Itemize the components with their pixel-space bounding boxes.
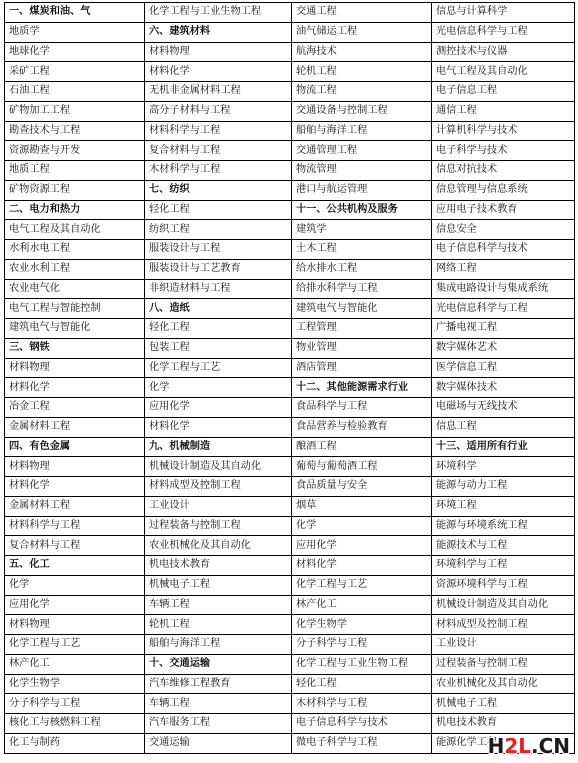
major-cell: 物流工程 bbox=[292, 82, 432, 102]
category-header-cell: 八、造纸 bbox=[145, 299, 292, 319]
major-cell: 材料物理 bbox=[5, 457, 145, 477]
major-cell: 车辆工程 bbox=[145, 694, 292, 714]
table-row bbox=[5, 180, 575, 200]
major-cell: 分子科学与工程 bbox=[292, 635, 432, 655]
major-cell: 过程装备与控制工程 bbox=[145, 516, 292, 536]
major-cell: 高分子材料与工程 bbox=[145, 101, 292, 121]
major-cell: 木材科学与工程 bbox=[292, 694, 432, 714]
major-cell: 电子科学与技术 bbox=[432, 141, 575, 161]
major-cell: 应用化学 bbox=[5, 595, 145, 615]
major-cell: 信息工程 bbox=[432, 417, 575, 437]
major-cell: 应用化学 bbox=[292, 536, 432, 556]
major-cell: 通信工程 bbox=[432, 101, 575, 121]
major-cell: 光电信息科学与工程 bbox=[432, 299, 575, 319]
table-row bbox=[5, 101, 575, 121]
major-cell: 地球化学 bbox=[5, 42, 145, 62]
category-header-cell: 七、纺织 bbox=[145, 180, 292, 200]
major-cell: 食品质量与安全 bbox=[292, 477, 432, 497]
major-cell: 广播电视工程 bbox=[432, 319, 575, 339]
major-cell: 化学 bbox=[292, 516, 432, 536]
major-cell: 勘查技术与工程 bbox=[5, 121, 145, 141]
major-cell: 材料化学 bbox=[5, 477, 145, 497]
table-row bbox=[5, 457, 575, 477]
major-cell: 电气工程及其自动化 bbox=[432, 62, 575, 82]
major-cell: 信息对抗技术 bbox=[432, 161, 575, 181]
major-cell: 给排水科学与工程 bbox=[292, 279, 432, 299]
major-cell: 应用化学 bbox=[145, 398, 292, 418]
table-row bbox=[5, 654, 575, 674]
major-cell: 化工与制药 bbox=[5, 733, 145, 753]
table-row bbox=[5, 437, 575, 457]
major-cell: 航海技术 bbox=[292, 42, 432, 62]
major-cell: 计算机科学与技术 bbox=[432, 121, 575, 141]
major-cell: 材料科学与工程 bbox=[5, 516, 145, 536]
major-cell: 木材科学与工程 bbox=[145, 161, 292, 181]
table-row bbox=[5, 240, 575, 260]
major-cell: 交通工程 bbox=[292, 3, 432, 23]
major-cell: 信息管理与信息系统 bbox=[432, 180, 575, 200]
major-cell: 电子信息科学与技术 bbox=[292, 714, 432, 734]
major-cell: 建筑学 bbox=[292, 220, 432, 240]
major-cell: 电子信息科学与技术 bbox=[432, 240, 575, 260]
table-row bbox=[5, 615, 575, 635]
major-cell: 电磁场与无线技术 bbox=[432, 398, 575, 418]
major-cell: 工业设计 bbox=[145, 496, 292, 516]
table-row bbox=[5, 556, 575, 576]
major-cell: 光电信息科学与工程 bbox=[432, 22, 575, 42]
major-cell: 酒店管理 bbox=[292, 358, 432, 378]
major-cell: 轮机工程 bbox=[145, 615, 292, 635]
major-cell: 材料科学与工程 bbox=[145, 121, 292, 141]
table-body bbox=[5, 3, 575, 754]
major-cell: 金属材料工程 bbox=[5, 496, 145, 516]
major-cell: 化学工程与工艺 bbox=[145, 358, 292, 378]
table-row bbox=[5, 358, 575, 378]
table-row bbox=[5, 516, 575, 536]
major-cell: 港口与航运管理 bbox=[292, 180, 432, 200]
table-row bbox=[5, 378, 575, 398]
category-header-cell: 一、煤炭和油、气 bbox=[5, 3, 145, 23]
major-cell: 化学生物学 bbox=[292, 615, 432, 635]
major-cell: 林产化工 bbox=[292, 595, 432, 615]
table-row bbox=[5, 220, 575, 240]
major-cell: 矿物资源工程 bbox=[5, 180, 145, 200]
major-cell: 食品科学与工程 bbox=[292, 398, 432, 418]
major-cell: 轻化工程 bbox=[145, 200, 292, 220]
major-cell: 能源与动力工程 bbox=[432, 477, 575, 497]
major-cell: 微电子科学与工程 bbox=[292, 733, 432, 753]
major-cell: 食品营养与检验教育 bbox=[292, 417, 432, 437]
category-header-cell: 六、建筑材料 bbox=[145, 22, 292, 42]
major-cell: 信息安全 bbox=[432, 220, 575, 240]
major-cell: 建筑电气与智能化 bbox=[292, 299, 432, 319]
major-cell: 物业管理 bbox=[292, 338, 432, 358]
category-header-cell: 十、交通运输 bbox=[145, 654, 292, 674]
major-cell: 冶金工程 bbox=[5, 398, 145, 418]
major-cell: 交通运输 bbox=[145, 733, 292, 753]
category-header-cell: 十三、适用所有行业 bbox=[432, 437, 575, 457]
table-row bbox=[5, 62, 575, 82]
watermark-text-cn: .CN bbox=[530, 734, 570, 758]
table-row bbox=[5, 200, 575, 220]
table-row bbox=[5, 121, 575, 141]
major-cell: 酿酒工程 bbox=[292, 437, 432, 457]
major-cell: 复合材料与工程 bbox=[145, 141, 292, 161]
major-cell: 轮机工程 bbox=[292, 62, 432, 82]
table-row bbox=[5, 635, 575, 655]
table-row bbox=[5, 259, 575, 279]
major-cell: 服装设计与工艺教育 bbox=[145, 259, 292, 279]
majors-by-industry-table bbox=[4, 2, 575, 754]
major-cell: 船舶与海洋工程 bbox=[145, 635, 292, 655]
category-header-cell: 二、电力和热力 bbox=[5, 200, 145, 220]
table-row bbox=[5, 319, 575, 339]
major-cell: 无机非金属材料工程 bbox=[145, 82, 292, 102]
major-cell: 分子科学与工程 bbox=[5, 694, 145, 714]
major-cell: 非织造材料与工程 bbox=[145, 279, 292, 299]
major-cell: 材料物理 bbox=[5, 615, 145, 635]
major-cell: 机械电子工程 bbox=[432, 694, 575, 714]
major-cell: 材料化学 bbox=[145, 62, 292, 82]
major-cell: 轻化工程 bbox=[292, 674, 432, 694]
major-cell: 林产化工 bbox=[5, 654, 145, 674]
table-row bbox=[5, 595, 575, 615]
major-cell: 葡萄与葡萄酒工程 bbox=[292, 457, 432, 477]
watermark-logo bbox=[488, 735, 570, 757]
major-cell: 地质学 bbox=[5, 22, 145, 42]
major-cell: 电子信息工程 bbox=[432, 82, 575, 102]
table-row bbox=[5, 82, 575, 102]
major-cell: 地质工程 bbox=[5, 161, 145, 181]
table-row bbox=[5, 42, 575, 62]
major-cell: 过程装备与控制工程 bbox=[432, 654, 575, 674]
major-cell: 测控技术与仪器 bbox=[432, 42, 575, 62]
major-cell: 农业机械化及其自动化 bbox=[145, 536, 292, 556]
category-header-cell: 五、化工 bbox=[5, 556, 145, 576]
major-cell: 机械设计制造及其自动化 bbox=[145, 457, 292, 477]
major-cell: 汽车维修工程教育 bbox=[145, 674, 292, 694]
major-cell: 金属材料工程 bbox=[5, 417, 145, 437]
major-cell: 建筑电气与智能化 bbox=[5, 319, 145, 339]
major-cell: 物流管理 bbox=[292, 161, 432, 181]
table-row bbox=[5, 417, 575, 437]
major-cell: 复合材料与工程 bbox=[5, 536, 145, 556]
table-row bbox=[5, 714, 575, 734]
major-cell: 化学生物学 bbox=[5, 674, 145, 694]
major-cell: 工程管理 bbox=[292, 319, 432, 339]
major-cell: 能源技术与工程 bbox=[432, 536, 575, 556]
major-cell: 农业电气化 bbox=[5, 279, 145, 299]
major-cell: 环境科学与工程 bbox=[432, 556, 575, 576]
major-cell: 化学工程与工艺 bbox=[292, 575, 432, 595]
table-row bbox=[5, 279, 575, 299]
major-cell: 纺织工程 bbox=[145, 220, 292, 240]
watermark-text-2l: 2L bbox=[504, 734, 531, 758]
table-row bbox=[5, 161, 575, 181]
major-cell: 烟草 bbox=[292, 496, 432, 516]
major-cell: 交通设备与控制工程 bbox=[292, 101, 432, 121]
category-header-cell: 四、有色金属 bbox=[5, 437, 145, 457]
category-header-cell: 九、机械制造 bbox=[145, 437, 292, 457]
table-row bbox=[5, 575, 575, 595]
major-cell: 化学工程与工业生物工程 bbox=[145, 3, 292, 23]
table-row bbox=[5, 674, 575, 694]
major-cell: 机械电子工程 bbox=[145, 575, 292, 595]
major-cell: 轻化工程 bbox=[145, 319, 292, 339]
major-cell: 资源环境科学与工程 bbox=[432, 575, 575, 595]
major-cell: 材料化学 bbox=[5, 378, 145, 398]
table-row bbox=[5, 338, 575, 358]
major-cell: 机电技术教育 bbox=[145, 556, 292, 576]
major-cell: 医学信息工程 bbox=[432, 358, 575, 378]
major-cell: 材料成型及控制工程 bbox=[145, 477, 292, 497]
category-header-cell: 十二、其他能源需求行业 bbox=[292, 378, 432, 398]
table-row bbox=[5, 477, 575, 497]
watermark-text-h: H bbox=[487, 734, 505, 758]
table-row bbox=[5, 694, 575, 714]
major-cell: 电气工程及其自动化 bbox=[5, 220, 145, 240]
major-cell: 船舶与海洋工程 bbox=[292, 121, 432, 141]
major-cell: 土木工程 bbox=[292, 240, 432, 260]
major-cell: 给水排水工程 bbox=[292, 259, 432, 279]
major-cell: 化学工程与工业生物工程 bbox=[292, 654, 432, 674]
major-cell: 材料化学 bbox=[292, 556, 432, 576]
table-row bbox=[5, 398, 575, 418]
major-cell: 工业设计 bbox=[432, 635, 575, 655]
major-cell: 石油工程 bbox=[5, 82, 145, 102]
major-cell: 核化工与核燃料工程 bbox=[5, 714, 145, 734]
major-cell: 包装工程 bbox=[145, 338, 292, 358]
category-header-cell: 十一、公共机构及服务 bbox=[292, 200, 432, 220]
major-cell: 能源与环境系统工程 bbox=[432, 516, 575, 536]
major-cell: 采矿工程 bbox=[5, 62, 145, 82]
major-cell: 农业机械化及其自动化 bbox=[432, 674, 575, 694]
table-row bbox=[5, 22, 575, 42]
major-cell: 环境工程 bbox=[432, 496, 575, 516]
major-cell: 服装设计与工程 bbox=[145, 240, 292, 260]
major-cell: 电气工程与智能控制 bbox=[5, 299, 145, 319]
major-cell: 资源勘查与开发 bbox=[5, 141, 145, 161]
major-cell: 机械设计制造及其自动化 bbox=[432, 595, 575, 615]
major-cell: 能源化学工程 bbox=[432, 733, 575, 753]
major-cell: 交通管理工程 bbox=[292, 141, 432, 161]
major-cell: 数字媒体技术 bbox=[432, 378, 575, 398]
table-row bbox=[5, 536, 575, 556]
major-cell: 油气储运工程 bbox=[292, 22, 432, 42]
major-cell: 数字媒体艺术 bbox=[432, 338, 575, 358]
table-row bbox=[5, 3, 575, 23]
major-cell: 信息与计算科学 bbox=[432, 3, 575, 23]
major-cell: 网络工程 bbox=[432, 259, 575, 279]
major-cell: 车辆工程 bbox=[145, 595, 292, 615]
table-row bbox=[5, 141, 575, 161]
major-cell: 环境科学 bbox=[432, 457, 575, 477]
major-cell: 材料物理 bbox=[5, 358, 145, 378]
major-cell: 集成电路设计与集成系统 bbox=[432, 279, 575, 299]
major-cell: 矿物加工工程 bbox=[5, 101, 145, 121]
table-row bbox=[5, 496, 575, 516]
major-cell: 化学 bbox=[145, 378, 292, 398]
major-cell: 水利水电工程 bbox=[5, 240, 145, 260]
major-cell: 化学工程与工艺 bbox=[5, 635, 145, 655]
major-cell: 汽车服务工程 bbox=[145, 714, 292, 734]
category-header-cell: 三、钢铁 bbox=[5, 338, 145, 358]
major-cell: 应用电子技术教育 bbox=[432, 200, 575, 220]
major-cell: 化学 bbox=[5, 575, 145, 595]
major-cell: 材料化学 bbox=[145, 417, 292, 437]
table-row bbox=[5, 299, 575, 319]
major-cell: 材料成型及控制工程 bbox=[432, 615, 575, 635]
major-cell: 机电技术教育 bbox=[432, 714, 575, 734]
major-cell: 材料物理 bbox=[145, 42, 292, 62]
major-cell: 农业水利工程 bbox=[5, 259, 145, 279]
